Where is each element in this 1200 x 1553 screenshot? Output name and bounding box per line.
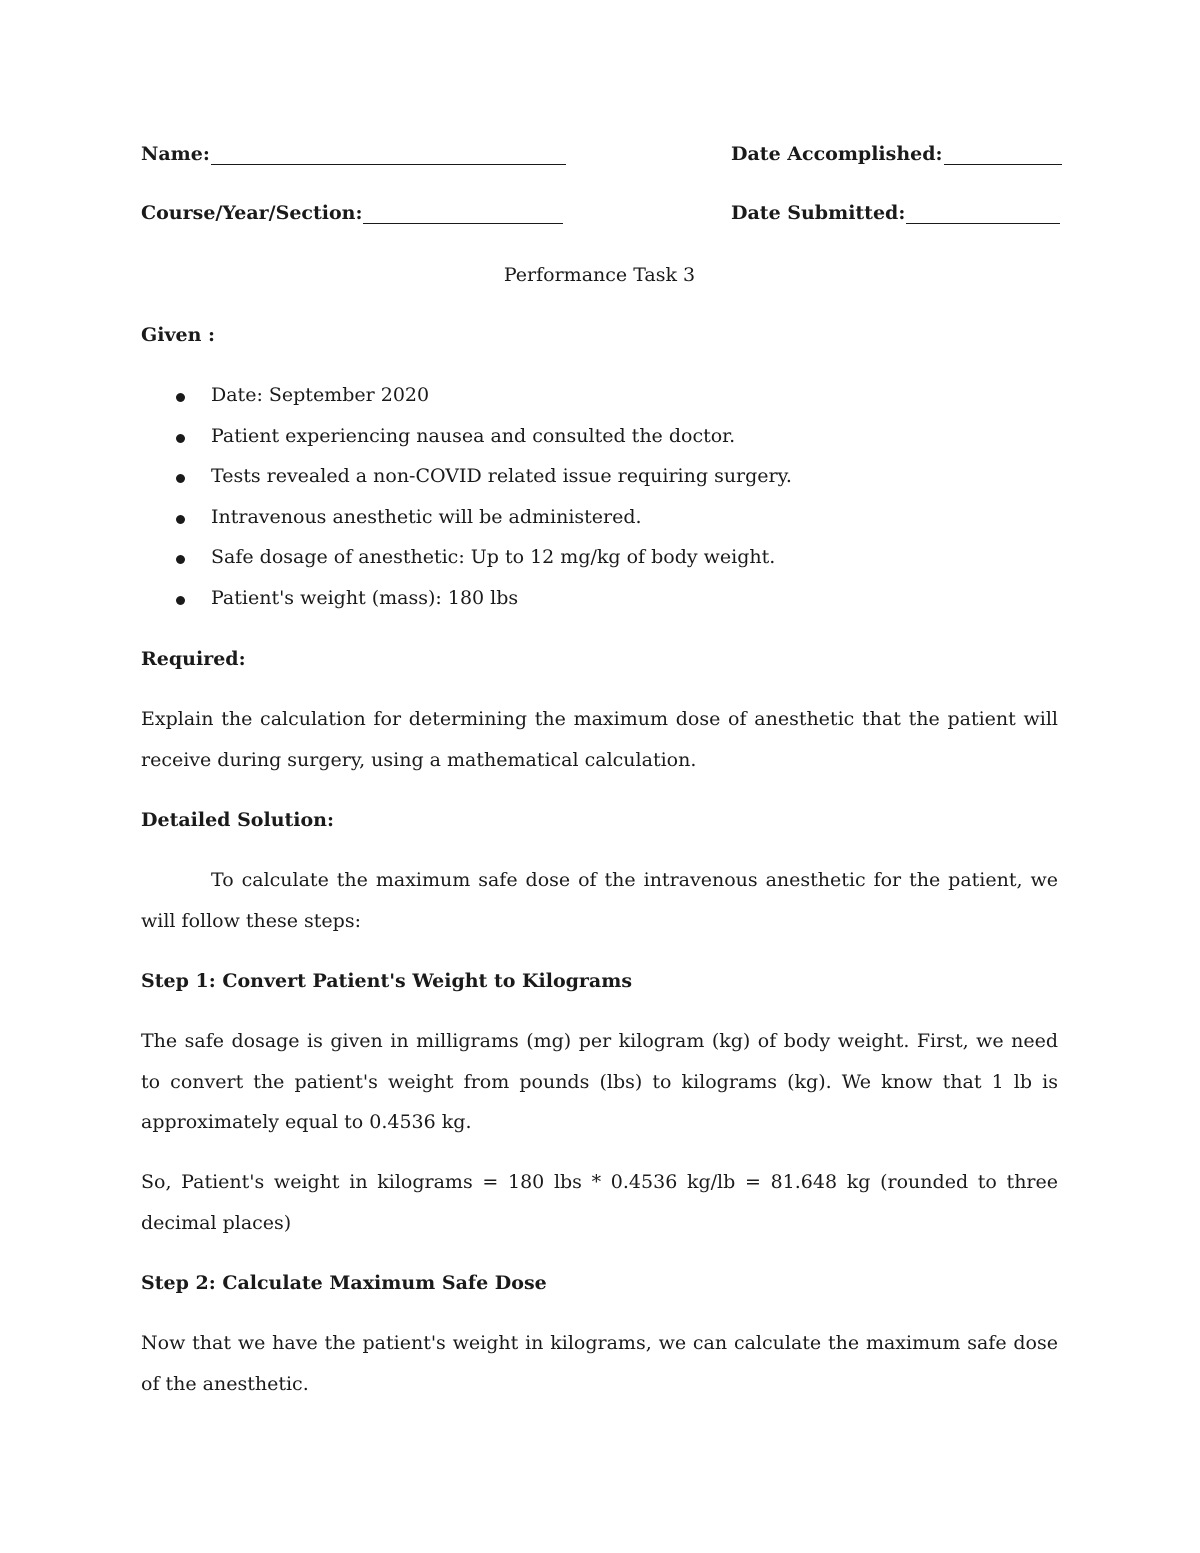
bullet-icon [176,515,185,524]
header-row-1 [141,143,1058,173]
name-label: Name: [141,143,210,165]
course-label: Course/Year/Section: [141,202,363,224]
course-blank [363,203,563,224]
list-item: Tests revealed a non-COVID related issue requiring surgery. [141,465,1058,506]
solution-heading: Detailed Solution: [141,809,334,831]
document-title: Performance Task 3 [503,264,696,286]
bullet-icon [176,596,185,605]
step1-heading: Step 1: Convert Patient's Weight to Kilograms [141,970,633,992]
list-item: Date: September 2020 [141,384,1058,425]
required-text: Explain the calculation for determining the maximum dose of anesthetic that the patient will receive during surgery, using a mathematical calculation. [141,708,1058,771]
list-item: Patient's weight (mass): 180 lbs [141,587,1058,628]
step1-text-1: The safe dosage is given in milligrams (mg) per kilogram (kg) of body weight. First, we need to convert the patient's weight from pounds (lbs) to kilograms (kg). We know that 1 lb is approximately equal to 0.4536 kg. [141,1030,1058,1133]
name-blank [211,144,566,165]
date-submitted-label: Date Submitted: [731,202,906,224]
list-item: Intravenous anesthetic will be administered. [141,506,1058,547]
name-field [141,143,566,165]
date-accomplished-blank [944,144,1062,165]
bullet-icon [176,393,185,402]
date-accomplished-label: Date Accomplished: [731,143,943,165]
given-heading: Given : [141,324,216,346]
bullet-icon [176,434,185,443]
step2-heading: Step 2: Calculate Maximum Safe Dose [141,1272,547,1294]
bullet-icon [176,474,185,483]
course-field [141,202,563,224]
date-accomplished-field [731,143,1062,165]
solution-intro: To calculate the maximum safe dose of the intravenous anesthetic for the patient, we will follow these steps: [141,869,1058,932]
list-item: Patient experiencing nausea and consulted the doctor. [141,425,1058,466]
given-list [141,384,1058,628]
list-item: Safe dosage of anesthetic: Up to 12 mg/kg of body weight. [141,546,1058,587]
required-heading: Required: [141,648,246,670]
bullet-icon [176,555,185,564]
step2-text-1: Now that we have the patient's weight in kilograms, we can calculate the maximum safe dose of the anesthetic. [141,1332,1058,1395]
date-submitted-field [731,202,1060,224]
date-submitted-blank [906,203,1060,224]
step1-text-2: So, Patient's weight in kilograms = 180 lbs * 0.4536 kg/lb = 81.648 kg (rounded to three decimal places) [141,1171,1058,1234]
header-row-2 [141,202,1058,232]
